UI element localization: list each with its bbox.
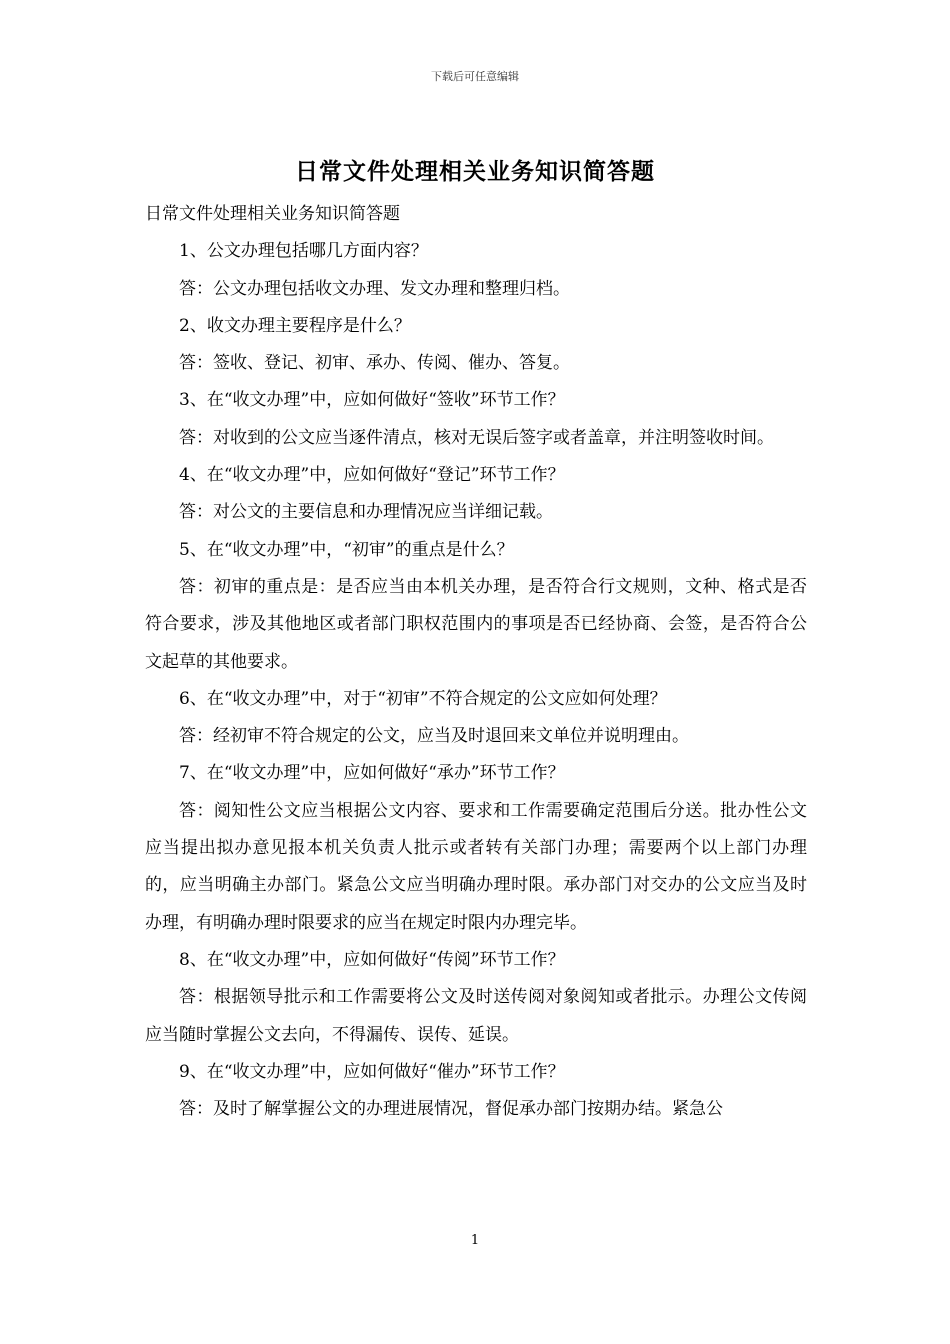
document-subtitle: 日常文件处理相关业务知识简答题 [145,204,400,224]
answer-5: 答：初审的重点是：是否应当由本机关办理，是否符合行文规则，文种、格式是否符合要求，涉及其他地区或者部门职权范围内的事项是否已经协商、会签，是否符合公文起草的其他要求。 [145,576,807,672]
question-8: 8、在“收文办理”中，应如何做好“传阅”环节工作？ [179,949,565,970]
question-9: 9、在“收文办理”中，应如何做好“催办”环节工作？ [179,1061,565,1082]
answer-4: 答：对公文的主要信息和办理情况应当详细记载。 [179,502,553,523]
question-4: 4、在“收文办理”中，应如何做好“登记”环节工作？ [179,465,565,486]
question-7: 7、在“收文办理”中，应如何做好“承办”环节工作？ [179,763,565,784]
page-number: 1 [470,1233,480,1248]
document-body [145,196,807,1128]
answer-3: 答：对收到的公文应当逐件清点，核对无误后签字或者盖章，并注明签收时间。 [179,427,774,448]
answer-8: 答：根据领导批示和工作需要将公文及时送传阅对象阅知或者批示。办理公文传阅应当随时掌握公文去向，不得漏传、误传、延误。 [145,987,807,1045]
header-note: 下载后可任意编辑 [431,70,519,83]
answer-7: 答：阅知性公文应当根据公文内容、要求和工作需要确定范围后分送。批办性公文应当提出拟办意见报本机关负责人批示或者转有关部门办理；需要两个以上部门办理的，应当明确主办部门。紧急公文应当明确办理时限。承办部门对交办的公文应当及时办理，有明确办理时限要求的应当在规定时限内办理完毕。 [145,800,807,933]
question-5: 5、在“收文办理”中，“初审”的重点是什么？ [179,539,514,560]
answer-1: 答：公文办理包括收文办理、发文办理和整理归档。 [179,278,570,299]
answer-9: 答：及时了解掌握公文的办理进展情况，督促承办部门按期办结。紧急公 [179,1099,723,1120]
question-2: 2、收文办理主要程序是什么？ [179,315,411,336]
answer-2: 答：签收、登记、初审、承办、传阅、催办、答复。 [179,353,570,374]
question-1: 1、公文办理包括哪几方面内容？ [179,241,428,262]
question-6: 6、在“收文办理”中，对于“初审”不符合规定的公文应如何处理？ [179,688,667,709]
answer-6: 答：经初审不符合规定的公文，应当及时退回来文单位并说明理由。 [179,726,689,747]
document-title: 日常文件处理相关业务知识简答题 [295,158,655,185]
question-3: 3、在“收文办理”中，应如何做好“签收”环节工作？ [179,390,565,411]
